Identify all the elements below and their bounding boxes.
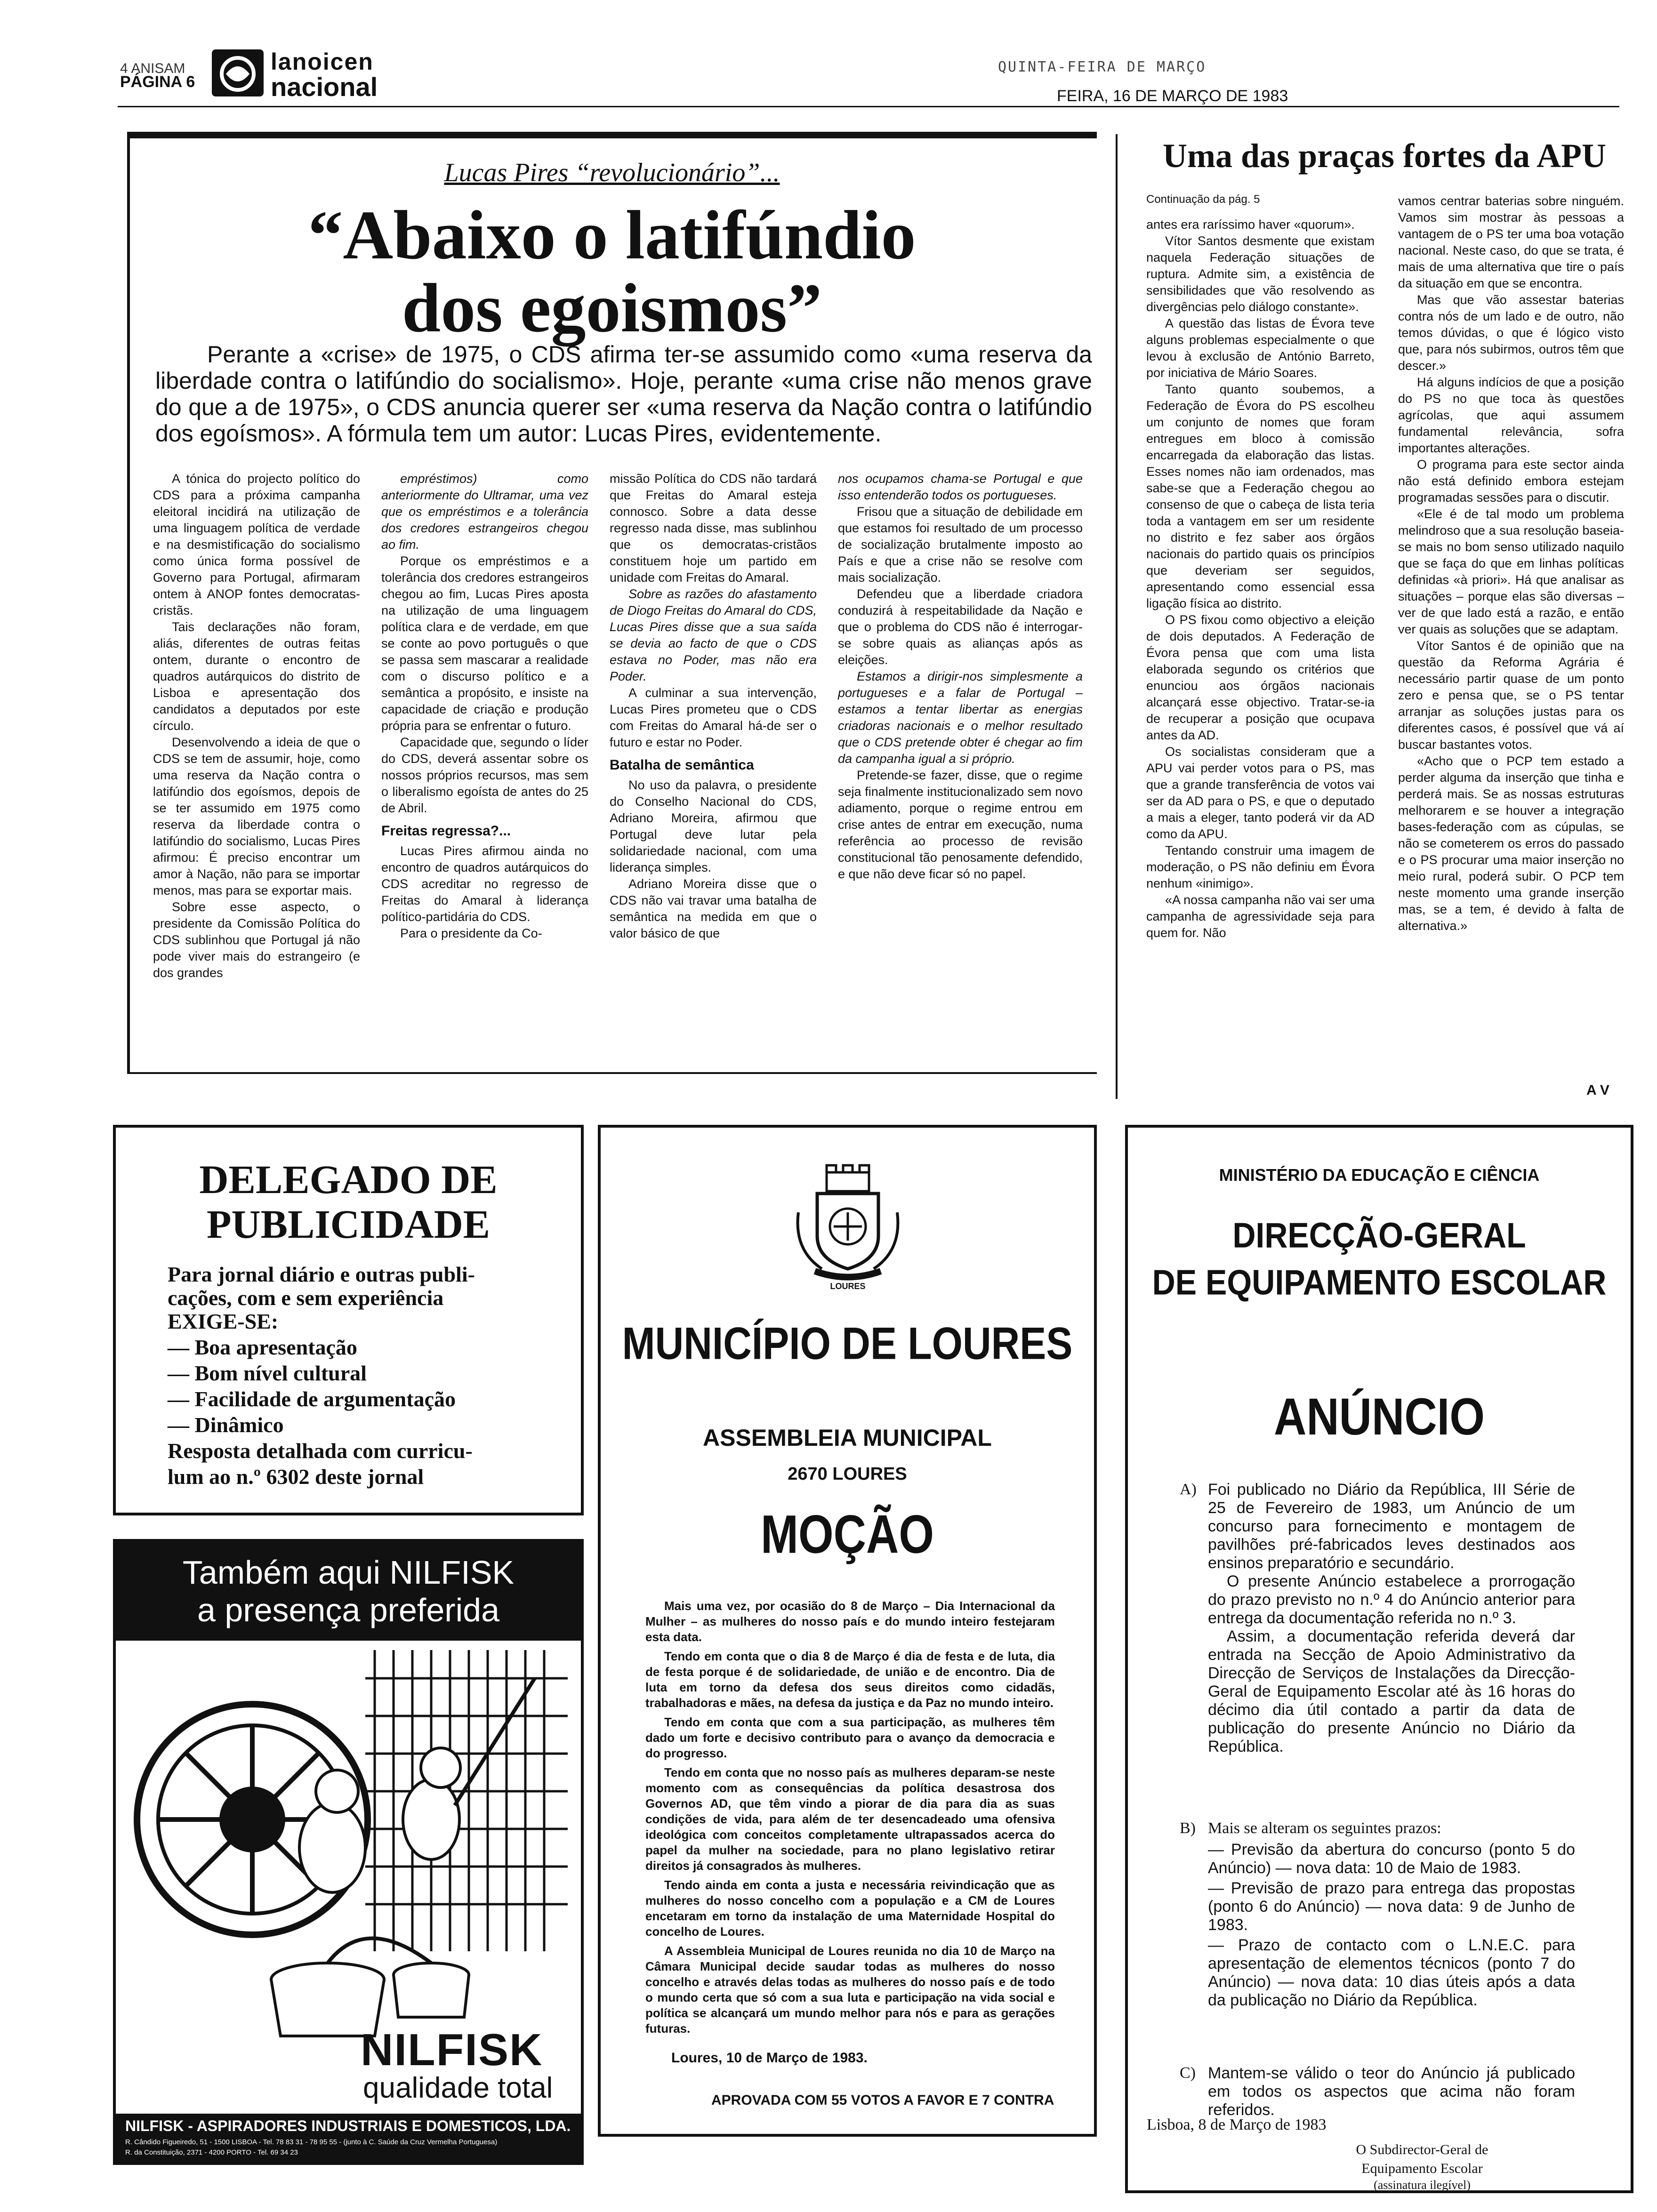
main-bottom-rule — [127, 1072, 1097, 1074]
loures-motion-title: MOÇÃO — [761, 1504, 934, 1565]
logo-emblem-icon — [212, 49, 264, 96]
main-paragraph: Tais declarações não foram, aliás, diferentes de outras feitas ontem, durante o encontro de quadros autárquicos do distrito de Lisboa e apresentação dos candidatos a deputados por este círculo. — [153, 620, 360, 733]
main-paragraph: Sobre esse aspecto, o presidente da Comissão Política do CDS sublinhou que Portugal já não pode viver mais do estrangeiro (e dos grandes — [153, 900, 360, 980]
place-date: Lisboa, 8 de Março de 1983 — [1147, 2116, 1327, 2133]
section-c-label: C) — [1180, 2064, 1196, 2082]
loures-paragraph: A Assembleia Municipal de Loures reunida no dia 10 de Março na Câmara Municipal decide saudar todas as mulheres do nosso concelho e através delas todas as mulheres do nosso país e de todo o mundo certa que só com a sua luta e participação na vida social e política se alcançará um mundo melhor para nós e para as gerações futuras. — [645, 1944, 1055, 2036]
side-paragraph: vamos centrar baterias sobre ninguém. Vamos sim mostrar às pessoas a vantagem de o PS ter uma boa votação nacional. Neste caso, do que se trata, é mais de uma alternativa que tire o país da situação em que se encontra. — [1398, 194, 1624, 290]
side-paragraph: antes era raríssimo haver «quorum». — [1146, 217, 1355, 232]
side-paragraph: Vítor Santos é de opinião que na questão da Reforma Agrária é necessário partir quase de um ponto zero e pensa que, se o PS tentar arranjar as soluções justas para os diferentes casos, é possível que vá aí buscar bastantes votos. — [1398, 639, 1624, 752]
newspaper-logo — [212, 47, 410, 102]
delegado-title-2: PUBLICIDADE — [206, 1202, 491, 1247]
nilfisk-tagline: qualidade total — [363, 2072, 553, 2104]
main-paragraph: Estamos a dirigir-nos simplesmente a portugueses e a falar de Portugal – estamos a tentar libertar as energias criadoras nacionais e o melhor resultado que o CDS pretende obter é chegar ao fim da campanha igual a si próprio. — [838, 669, 1083, 766]
section-a-paragraph: O presente Anúncio estabelece a prorrogação do prazo previsto no n.º 4 do Anúncio anterior para entrega da documentação referida no n.º 3. — [1208, 1572, 1575, 1627]
main-paragraph: Defendeu que a liberdade criadora conduzirá à respeitabilidade da Nação e que o problema do CDS não é interrogar-se sobre quais as alianças após as eleições. — [838, 587, 1083, 667]
main-left-rule — [127, 132, 130, 1073]
main-paragraph: Desenvolvendo a ideia de que o CDS se tem de assumir, hoje, como uma reserva da Nação contra o latifúndio dos egoísmos, depois de se ter assumido em 1975 como reserva da liberdade contra o latifúndio do socialismo, Lucas Pires afirmou: É preciso encontrar um amor à Nação, não para se importar menos, mas para se exportar mais. — [153, 735, 360, 898]
side-paragraph: Há alguns indícios de que a posição do PS no que toca às questões agrícolas, que aqui assumem fundamental relevância, sofra importantes alterações. — [1398, 375, 1624, 455]
side-paragraph: O programa para este sector ainda não está definido embora estejam programadas sessões para o discutir. — [1398, 457, 1624, 505]
loures-body — [645, 1598, 1055, 2036]
directorate-line-1: DIRECÇÃO-GERAL — [1232, 1216, 1526, 1255]
loures-subtitle: ASSEMBLEIA MUNICIPAL — [703, 1425, 992, 1451]
loures-paragraph: Tendo em conta que com a sua participação, as mulheres têm dado um forte e decisivo contributo para o avanço da democracia e do progresso. — [645, 1715, 1055, 1760]
loures-paragraph: Tendo em conta que no nosso país as mulheres deparam-se neste momento com as consequências da política desastrosa dos Governos AD, que têm vindo a piorar de dia para dia as suas condições de vida, para além de ter desencadeado uma ofensiva ideológica com conceitos completamente ultrapassados acerca do papel da mulher na sociedade, para no plano legislativo retirar direitos já consagrados às mulheres. — [645, 1765, 1055, 1873]
nilfisk-brand: NILFISK — [361, 2025, 543, 2075]
section-b-label: B) — [1180, 1819, 1196, 1837]
section-a-paragraph: Assim, a documentação referida deverá dar entrada na Secção de Apoio Administrativo da Direcção de Serviços de Instalações da Direcção-Geral de Equipamento Escolar até às 16 horas do décimo dia útil contado a partir da data de publicação do presente Anúncio no Diário da República. — [1208, 1627, 1575, 1755]
side-paragraph: Os socialistas consideram que a APU vai perder votos para o PS, mas que a grande transferência de votos vai ser da AD para o PS, e que o deputado a mais a eleger, tanto poderá vir da AD como da APU. — [1146, 745, 1375, 841]
nilfisk-illustration — [130, 1650, 568, 2045]
ad-loures — [598, 1125, 1097, 2137]
side-paragraph: A questão das listas de Évora teve alguns problemas especialmente o que levou à exclusão de António Barreto, por iniciativa de Mário Soares. — [1146, 316, 1375, 380]
announcement-title: ANÚNCIO — [1274, 1387, 1485, 1446]
main-paragraph: A tónica do projecto político do CDS para a próxima campanha eleitoral incidirá na utilização de uma linguagem política de verdade e na desmistificação do socialismo como única forma possível de Governo para Portugal, afirmaram ontem à ANOP fontes democratas-cristãs. — [153, 472, 360, 617]
main-top-rule — [127, 132, 1097, 138]
main-paragraph: nos ocupamos chama-se Portugal e que isso entenderão todos os portugueses. — [838, 472, 1083, 502]
delegado-footer-1: Resposta detalhada com curricu- — [168, 1439, 473, 1463]
section-c-body — [1208, 2064, 1575, 2119]
loures-paragraph: Tendo ainda em conta a justa e necessária reivindicação que as mulheres do nosso concelho com a população e a CM de Loures encetaram em torno da instalação de uma Maternidade Hospital do concelho de Loures. — [645, 1878, 1055, 1939]
side-signature: A V — [1586, 1082, 1609, 1098]
side-paragraph: «Ele é de tal modo um problema melindroso que a sua resolução baseia-se mais no bom senso utilizado naquilo que se faça do que em linhas políticas definidas «à priori». Há que analisar as situações – porque elas são diversas – ver de que lado está a razão, e então ver quais as soluções que se adaptam. — [1398, 507, 1624, 636]
section-a-paragraph: Foi publicado no Diário da República, III Série de 25 de Fevereiro de 1983, um Anúncio de um concurso para fornecimento e montagem de pavilhões pré-fabricados leves destinados aos ensinos preparatório e secundário. — [1208, 1481, 1575, 1572]
delegado-item: — Facilidade de argumentação — [168, 1387, 456, 1411]
signatory-2: Equipamento Escolar — [1361, 2161, 1483, 2176]
delegado-line-3: EXIGE-SE: — [168, 1309, 279, 1333]
side-paragraph: Tentando construir uma imagem de moderação, o PS não definiu em Évora nenhum «inimigo». — [1146, 843, 1375, 890]
delegado-line-1: Para jornal diário e outras publi- — [168, 1262, 475, 1286]
ad-nilfisk — [113, 1539, 584, 2165]
side-paragraph: Mas que vão assestar baterias contra nós de um lado e de outro, não temos dúvidas, o que é lógico visto que, para nós subirmos, outros têm que descer.» — [1398, 293, 1624, 373]
ad-ministerio — [1125, 1125, 1633, 2193]
side-paragraph: O PS fixou como objectivo a eleição de dois deputados. A Federação de Évora pensa que com uma lista elaborada segundo os critérios que enunciou aos órgãos nacionais alcançará esse objectivo. Tratar-se-ia de recuperar a posição que ocupava antes da AD. — [1146, 613, 1375, 742]
section-a-label: A) — [1180, 1481, 1197, 1498]
side-continuation: Continuação da pág. 5 — [1146, 193, 1260, 206]
signatory-3: (assinatura ilegível) — [1374, 2178, 1471, 2192]
loures-title: MUNICÍPIO DE LOURES — [622, 1317, 1073, 1369]
logo-bottom: nacional — [271, 72, 378, 102]
delegado-line-2: cações, com e sem experiência — [168, 1286, 444, 1310]
main-paragraph: No uso da palavra, o presidente do Conselho Nacional do CDS, Adriano Moreira, afirmou que Portugal deve lutar pela solidariedade nacional, com uma liderança simples. — [610, 778, 817, 874]
side-paragraph: «A nossa campanha não vai ser uma campanha de agressividade seja para quem for. Não — [1146, 893, 1375, 940]
header-left-small: 4 ANISAM — [120, 61, 185, 76]
subhead: Freitas regressa?... — [381, 823, 511, 839]
header-right-small: QUINTA-FEIRA DE MARÇO — [998, 59, 1207, 75]
nilfisk-banner — [116, 1542, 581, 1641]
side-paragraph: Tanto quanto soubemos, a Federação de Évora do PS escolheu um conjunto de nomes que foram entregues em bloco à comissão encarregada da elaboração das listas. Esses nomes não iam ordenados, mas sabe-se que a Federação chegou ao consenso de que o cabeça de lista teria toda a vantagem em ser um residente no distrito e fez saber aos órgãos nacionais do partido quais os princípios que deveriam ser seguidos, apresentando como essencial essa ligação física ao distrito. — [1146, 382, 1375, 610]
main-paragraph: Para o presidente da Co- — [400, 926, 542, 940]
side-column-2 — [1398, 193, 1624, 1087]
delegado-title-1: DELEGADO DE — [199, 1157, 498, 1202]
logo-top: lanoicen — [271, 48, 374, 75]
nilfisk-address-2: R. da Constituição, 2371 - 4200 PORTO - Tel. 69 34 23 — [125, 2148, 298, 2156]
main-paragraph: Frisou que a situação de debilidade em que estamos foi resultado de um processo de socialização brutalmente imposto ao País e que a crise não se resolve com mais socialização. — [838, 505, 1083, 585]
delegado-item: — Dinâmico — [168, 1413, 284, 1437]
main-paragraph: empréstimos) como anteriormente do Ultramar, uma vez que os empréstimos e a tolerância dos credores estrangeiros chegou ao fim. — [381, 472, 588, 552]
logo-emblem — [212, 49, 264, 96]
signatory-1: O Subdirector-Geral de — [1356, 2142, 1488, 2157]
main-paragraph: Adriano Moreira disse que o CDS não vai travar uma batalha de semântica na medida em que o valor básico de que — [610, 877, 817, 940]
main-paragraph: Porque os empréstimos e a tolerância dos credores estrangeiros chegou ao fim, Lucas Pires aposta na utilização de uma linguagem política clara e de verdade, em que se conte ao povo português o que se passa sem mascarar a realidade com o discurso político e a semântica a propósito, e insiste na capacidade de criação e produção própria para se enfrentar o futuro. — [381, 554, 588, 733]
subhead: Batalha de semântica — [610, 757, 754, 773]
page-number: PÁGINA 6 — [120, 73, 195, 91]
section-b-intro: Mais se alteram os seguintes prazos: — [1208, 1819, 1441, 1837]
loures-seal-text: LOURES — [830, 1282, 866, 1291]
side-paragraph: Vítor Santos desmente que existam naquela Federação situações de ruptura. Admite sim, a existência de sensibilidades que vão resolvendo as divergências pelo diálogo constante». — [1146, 234, 1375, 314]
header-rule — [118, 106, 1619, 107]
column-divider — [1116, 134, 1118, 1099]
issue-date: FEIRA, 16 DE MARÇO DE 1983 — [1057, 87, 1288, 105]
side-column-1 — [1146, 216, 1375, 1101]
article-headline-2: dos egoismos” — [402, 270, 822, 347]
side-headline: Uma das praças fortes da APU — [1163, 137, 1606, 175]
loures-paragraph: Tendo em conta que o dia 8 de Março é dia de festa e de luta, dia de festa porque é de solidariedade, de união e de encontro. Dia de luta em torno da defesa dos seus direitos como cidadãs, trabalhadoras e mães, na defesa da justiça e da Paz no mundo inteiro. — [645, 1649, 1055, 1710]
article-headline-1: “Abaixo o latifúndio — [308, 197, 916, 274]
article-kicker: Lucas Pires “revolucionário”... — [444, 158, 780, 187]
main-paragraph: Pretende-se fazer, disse, que o regime seja finalmente institucionalizado sem novo adiamento, porque o regime entrou em crise antes de entrar em execução, numa referência ao processo de revisão constitucional tão penosamente defendido, e que não deve ficar só no papel. — [838, 768, 1083, 881]
nilfisk-address-1: R. Cândido Figueiredo, 51 - 1500 LISBOA - Tel. 78 83 31 - 78 95 55 - (junto à C. Saúde da Cruz Vermelha Portuguesa) — [125, 2138, 498, 2146]
nilfisk-company: NILFISK - ASPIRADORES INDUSTRIAIS E DOMESTICOS, LDA. — [125, 2117, 571, 2134]
loures-date: Loures, 10 de Março de 1983. — [671, 2050, 868, 2066]
nilfisk-footer-bar — [116, 2114, 581, 2162]
main-paragraph: Capacidade que, segundo o líder do CDS, deverá assentar sobre os nossos próprios recursos, mas sem o liberalismo egoísta de antes do 25 de Abril. — [381, 735, 588, 815]
main-paragraph: Lucas Pires afirmou ainda no encontro de quadros autárquicos do CDS acreditar no regresso de Freitas do Amaral à liderança político-partidária do CDS. — [381, 844, 588, 924]
nilfisk-top-2: a presença preferida — [197, 1592, 500, 1628]
delegado-item: — Bom nível cultural — [168, 1361, 367, 1385]
section-b-item: — Previsão da abertura do concurso (ponto 5 do Anúncio) — nova data: 10 de Maio de 1983. — [1208, 1841, 1575, 1877]
side-paragraph: «Acho que o PCP tem estado a perder alguma da inserção que tinha e perderá mais. Se as nossas estruturas melhorarem e se houver a integração bases-federação com as cúpulas, se não se cometerem os erros do passado e o PS procurar uma maior inserção no meio rural, poderá subir. O PCP tem neste momento uma grande inserção mas, se a tem, é devido à falta de alternativa.» — [1398, 754, 1624, 933]
main-column-3 — [610, 471, 817, 1064]
delegado-footer-2: lum ao n.º 6302 deste jornal — [168, 1465, 424, 1489]
main-column-1 — [153, 471, 360, 1064]
nilfisk-top-1: Também aqui NILFISK — [182, 1554, 515, 1591]
main-column-4 — [838, 471, 1083, 1064]
main-paragraph: missão Política do CDS não tardará que Freitas do Amaral esteja connosco. Sobre a data desse regresso nada disse, mas sublinhou que os democratas-cristãos constituem hoje um partido em unidade com Freitas do Amaral. — [610, 472, 817, 585]
article-lead: Perante a «crise» de 1975, o CDS afirma ter-se assumido como «uma reserva da liberdade contra o latifúndio do socialismo». Hoje, perante «uma crise não menos grave do que a de 1975», o CDS anuncia querer ser «uma reserva da Nação contra o latifúndio dos egoísmos». A fórmula tem um autor: Lucas Pires, evidentemente. — [155, 341, 1092, 447]
section-b-body — [1208, 1841, 1575, 2052]
section-b-item: — Prazo de contacto com o L.N.E.C. para apresentação de elementos técnicos (ponto 7 do Anúncio) — nova data: 10 dias úteis após a data da publicação no Diário da República. — [1208, 1936, 1575, 2009]
ad-delegado — [113, 1125, 584, 1515]
loures-paragraph: Mais uma vez, por ocasião do 8 de Março – Dia Internacional da Mulher – as mulheres do nosso país e do mundo inteiro festejaram esta data. — [645, 1599, 1055, 1644]
section-a-body — [1208, 1481, 1575, 1805]
ministry-name: MINISTÉRIO DA EDUCAÇÃO E CIÊNCIA — [1219, 1165, 1540, 1185]
loures-coat-of-arms-icon — [789, 1165, 907, 1283]
main-column-2 — [381, 471, 588, 1064]
main-paragraph: Sobre as razões do afastamento de Diogo Freitas do Amaral do CDS, Lucas Pires disse que a sua saída se devia ao facto de que o CDS estava no Poder, mas não era Poder. — [610, 587, 817, 683]
loures-approved: APROVADA COM 55 VOTOS A FAVOR E 7 CONTRA — [711, 2092, 1054, 2108]
section-c-text: Mantem-se válido o teor do Anúncio já publicado em todos os aspectos que acima não foram referidos. — [1208, 2064, 1575, 2119]
loures-postcode: 2670 LOURES — [788, 1464, 907, 1484]
main-paragraph: A culminar a sua intervenção, Lucas Pires prometeu que o CDS com Freitas do Amaral há-de ser o futuro e estar no Poder. — [610, 686, 817, 749]
section-b-item: — Previsão de prazo para entrega das propostas (ponto 6 do Anúncio) — nova data: 9 de Junho de 1983. — [1208, 1879, 1575, 1934]
delegado-item: — Boa apresentação — [168, 1335, 357, 1359]
directorate-line-2: DE EQUIPAMENTO ESCOLAR — [1152, 1263, 1607, 1302]
